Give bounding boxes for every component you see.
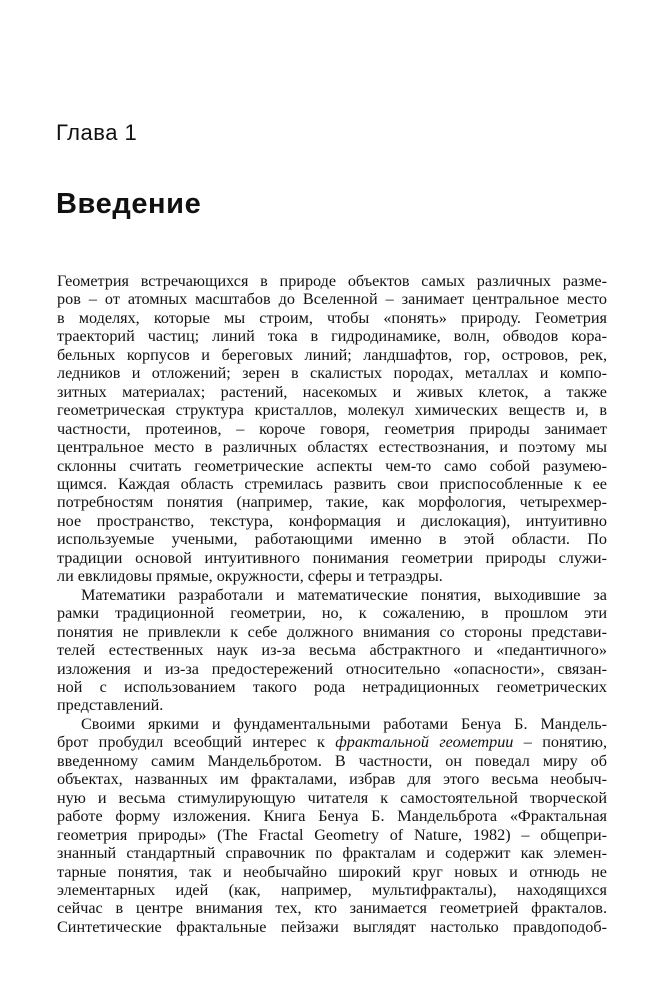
chapter-label: Глава 1: [56, 120, 138, 145]
text-line: Математики разработали и математические понятия, выходившие за: [81, 585, 607, 604]
text-line: работе форму изложения. Книга Бенуа Б. Мандельброта «Фрактальная: [57, 807, 607, 826]
text-line: рамки традиционной геометрии, но, к сожалению, в прошлом эти: [57, 604, 607, 623]
text-line: [57, 733, 607, 751]
body-text: [57, 272, 607, 936]
text-line: потребностям понятия (например, такие, как морфология, четырехмер-: [57, 493, 607, 512]
text-line: знанный стандартный справочник по фракталам и содержит как элемен-: [57, 844, 607, 863]
text-line: ли евклидовы прямые, окружности, сферы и тетраэдры.: [57, 567, 443, 586]
text-segment: – понятию,: [513, 733, 607, 752]
text-line: понятия не привлекли к себе должного внимания со стороны представи-: [57, 622, 607, 641]
text-line: склонны считать геометрические аспекты чем-то само собой разумею-: [57, 456, 607, 475]
text-line: Геометрия встречающихся в природе объектов самых различных разме-: [57, 272, 607, 290]
paragraph-3: [57, 715, 607, 936]
text-line: изложения и из-за предостережений относительно «опасности», связан-: [57, 659, 607, 678]
text-line: ную и весьма стимулирующую читателя к самостоятельной творческой: [57, 788, 607, 807]
text-line: геометрическая структура кристаллов, молекул химических веществ и, в: [57, 401, 607, 420]
text-line: Синтетические фрактальные пейзажи выглядят настолько правдоподоб-: [57, 917, 607, 936]
text-line: Своими яркими и фундаментальными работами Бенуа Б. Мандель-: [81, 714, 607, 733]
emphasis-term: фрактальной геометрии: [335, 733, 514, 752]
paragraph-1: [57, 272, 607, 586]
text-line: традиции основой интуитивного понимания геометрии природы служи-: [57, 548, 607, 567]
chapter-title: Введение: [56, 188, 202, 220]
text-line: элементарных идей (как, например, мультифракталы), находящихся: [57, 880, 607, 899]
text-line: центральное место в различных областях естествознания, и поэтому мы: [57, 438, 607, 457]
text-segment: брот пробудил всеобщий интерес к: [57, 733, 325, 752]
text-line: тарные понятия, так и необычайно широкий круг новых и отнюдь не: [57, 862, 607, 881]
text-line: представлений.: [57, 696, 164, 715]
paragraph-2: [57, 586, 607, 715]
text-line: телей естественных наук из-за весьма абстрактного и «педантичного»: [57, 641, 607, 660]
text-line: ной с использованием такого рода нетрадиционных геометрических: [57, 677, 607, 696]
text-line: ное пространство, текстура, конформация и дислокация), интуитивно: [57, 511, 607, 530]
text-line: объектах, названных им фракталами, избрав для этого весьма необыч-: [57, 770, 607, 789]
text-line: траекторий частиц; линий тока в гидродинамике, волн, обводов кора-: [57, 327, 607, 346]
text-line: геометрия природы» (The Fractal Geometry of Nature, 1982) – общепри-: [57, 825, 607, 844]
text-line: ледников и отложений; зерен в скалистых породах, металлах и компо-: [57, 364, 607, 383]
text-line: частности, протеинов, – короче говоря, геометрия природы занимает: [57, 419, 607, 438]
text-line: введенному самим Мандельбротом. В частности, он поведал миру об: [57, 751, 607, 770]
text-line: используемые учеными, работающими именно в этой области. По: [57, 530, 607, 549]
text-line: щимся. Каждая область стремилась развить свои приспособленные к ее: [57, 474, 607, 493]
text-line: сейчас в центре внимания тех, кто занимается геометрией фракталов.: [57, 899, 607, 918]
text-line: ров – от атомных масштабов до Вселенной – занимает центральное место: [57, 290, 607, 309]
text-line: в моделях, которые мы строим, чтобы «понять» природу. Геометрия: [57, 308, 607, 327]
text-line: бельных корпусов и береговых линий; ландшафтов, гор, островов, рек,: [57, 345, 607, 364]
text-line: зитных материалах; растений, насекомых и живых клеток, а также: [57, 382, 607, 401]
